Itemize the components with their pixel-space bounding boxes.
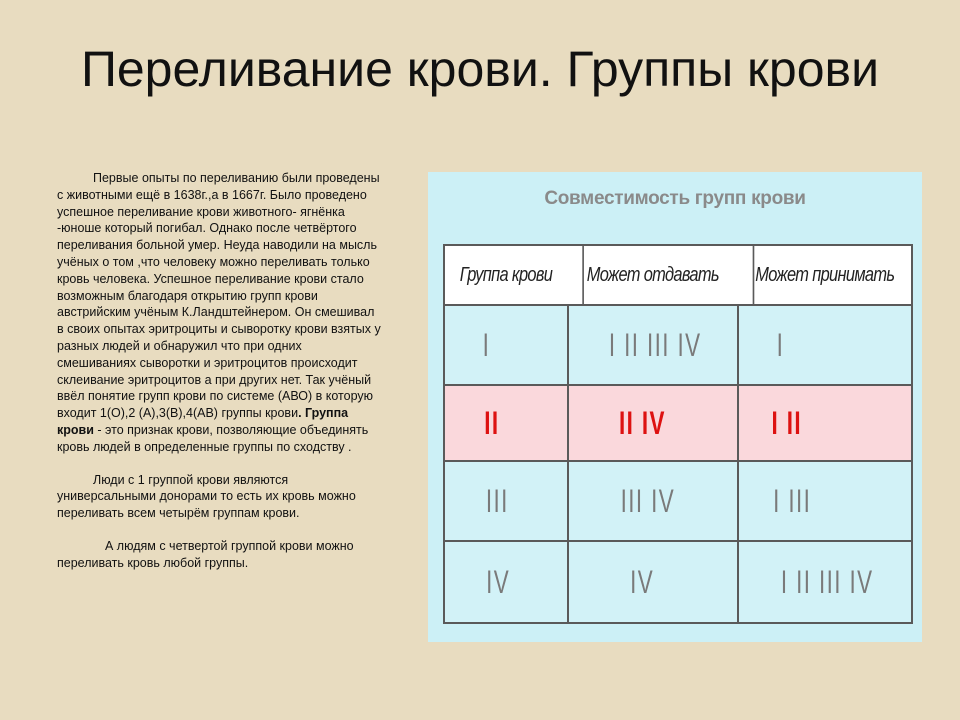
group-value: III xyxy=(485,482,509,519)
receive-cell xyxy=(737,542,911,622)
receive-cell xyxy=(737,306,911,384)
body-text xyxy=(57,170,382,588)
give-value: III IV xyxy=(620,482,676,519)
paragraph-universal-donor: Люди с 1 группой крови являются универсальными донорами то есть их кровь можно переливать всем четырём группам крови. xyxy=(57,472,356,521)
compat-table-panel xyxy=(428,172,922,642)
header-can-receive: Может принимать xyxy=(753,246,896,304)
paragraph-universal-recipient: А людям с четвертой группой крови можно переливать кровь любой группы. xyxy=(57,538,354,570)
header-group: Группа крови xyxy=(459,263,553,286)
table-row xyxy=(445,460,911,540)
give-value: IV xyxy=(630,563,655,600)
receive-value: I III xyxy=(773,482,812,519)
paragraph-history-tail: - это признак крови, позволяющие объединять кровь людей в определенные группы по сходству . xyxy=(57,422,369,454)
receive-cell xyxy=(737,386,911,460)
receive-value: I II xyxy=(771,404,803,441)
group-cell xyxy=(445,542,567,622)
group-cell xyxy=(445,462,567,540)
group-cell xyxy=(445,306,567,384)
slide-title: Переливание крови. Группы крови xyxy=(80,41,880,97)
table-row xyxy=(445,304,911,384)
give-value: I II III IV xyxy=(608,326,702,363)
give-cell xyxy=(567,306,737,384)
group-value: II xyxy=(484,404,500,441)
give-cell xyxy=(567,462,737,540)
paragraph-history-bold: . Группа крови xyxy=(57,406,349,437)
paragraph-history xyxy=(57,170,382,456)
receive-value: I xyxy=(776,326,785,363)
table-row xyxy=(445,540,911,622)
receive-cell xyxy=(737,462,911,540)
compat-table xyxy=(443,244,913,624)
table-header-row xyxy=(445,246,911,304)
paragraph-history-text: Первые опыты по переливанию были проведены с животными ещё в 1638г.,а в 1667г. Было проведено успешное переливание крови животного- ягнёнка -юноше который погибал. Однако после четвёртого переливания больной умер. Неуда наводили на мысль учёных о том ,что человеку можно переливать только кровь человека. Успешное переливание крови стало возможным благодаря открытию групп крови австрийским учёным К.Ландштейнером. Он смешивал в своих опытах эритроциты и сыворотку крови взятых у разных людей и обнаружил что при одних смешиваниях сыворотки и эритроцитов происходит склеивание эритроцитов а при других нет. Так учёный ввёл понятие групп крови по системе (АВО) в которую входит 1(О),2 (А),3(В),4(АВ) группы крови xyxy=(57,171,381,421)
group-value: IV xyxy=(486,563,511,600)
receive-value: I II III IV xyxy=(780,563,874,600)
give-value: II IV xyxy=(619,404,666,441)
give-cell xyxy=(567,386,737,460)
group-cell xyxy=(445,386,567,460)
table-row-highlight xyxy=(445,384,911,460)
table-caption: Совместимость групп крови xyxy=(544,188,806,209)
give-cell xyxy=(567,542,737,622)
group-value: I xyxy=(482,326,491,363)
header-can-give: Может отдавать xyxy=(582,246,721,304)
